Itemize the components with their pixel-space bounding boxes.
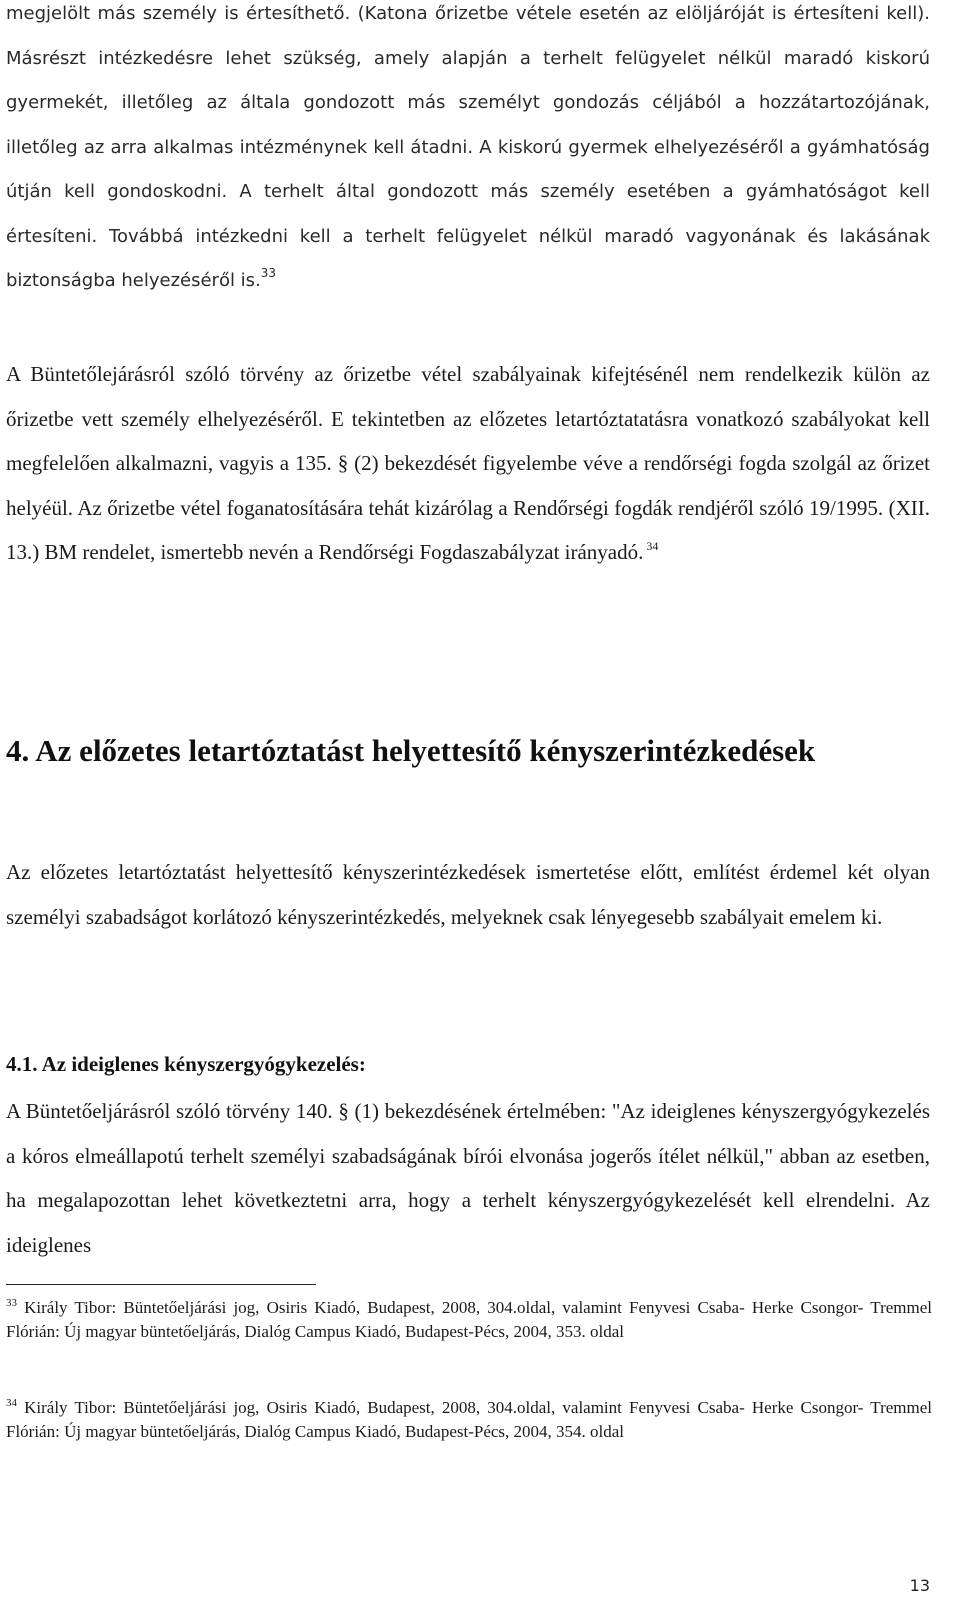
footnote-33: [6, 1296, 932, 1344]
footnote-number: 33: [6, 1297, 17, 1309]
page-number: 13: [909, 1576, 930, 1595]
footnote-reference: 33: [260, 266, 277, 280]
footnote-34: [6, 1396, 932, 1444]
footnote-reference: 34: [643, 539, 659, 553]
paragraph-text: A Büntetőlejárásról szóló törvény az őrizetbe vétel szabályainak kifejtésénél nem rendelkezik külön az őrizetbe vett személy elhelyezéséről. E tekintetben az előzetes letartóztatatásra vonatkozó szabályokat kell megfelelően alkalmazni, vagyis a 135. § (2) bekezdését figyelembe véve a rendőrségi fogda szolgál az őrizet helyéül. Az őrizetbe vétel foganatosítására tehát kizárólag a Rendőrségi fogdák rendjéről szóló 19/1995. (XII. 13.) BM rendelet, ismertebb nevén a Rendőrségi Fogdaszabályzat irányadó.: [6, 362, 930, 564]
footnote-number: 34: [6, 1397, 17, 1409]
subsection-heading: 4.1. Az ideiglenes kényszergyógykezelés:: [6, 1052, 366, 1076]
body-paragraph-4: A Büntetőeljárásról szóló törvény 140. § (1) bekezdésének értelmében: "Az ideiglenes kényszergyógykezelés a kóros elmeállapotú terhelt személyi szabadságának bírói elvonása jogerős ítélet nélkül," abban az esetben, ha megalapozottan lehet következtetni arra, hogy a terhelt kényszergyógykezelését kell elrendelni. Az ideiglenes: [6, 1099, 930, 1257]
paragraph-text: megjelölt más személy is értesíthető. (Katona őrizetbe vétele esetén az elöljáróját is értesíteni kell). Másrészt intézkedésre lehet szükség, amely alapján a terhelt felügyelet nélkül maradó kiskorú gyermekét, illetőleg az általa gondozott más személyt gondozás céljából a hozzátartozójának, illetőleg az arra alkalmas intézménynek kell átadni. A kiskorú gyermek elhelyezéséről a gyámhatóság útján kell gondoskodni. A terhelt által gondozott más személy esetében a gyámhatóságot kell értesíteni. Továbbá intézkedni kell a terhelt felügyelet nélkül maradó vagyonának és lakásának biztonságba helyezéséről is.: [6, 3, 930, 291]
footnote-separator: [6, 1284, 316, 1285]
body-paragraph-3: Az előzetes letartóztatást helyettesítő kényszerintézkedések ismertetése előtt, említést érdemel két olyan személyi szabadságot korlátozó kényszerintézkedés, melyeknek csak lényegesebb szabályait emelem ki.: [6, 860, 930, 929]
section-heading: 4. Az előzetes letartóztatást helyettesítő kényszerintézkedések: [6, 733, 816, 768]
footnote-text: Király Tibor: Büntetőeljárási jog, Osiris Kiadó, Budapest, 2008, 304.oldal, valamint Fenyvesi Csaba- Herke Csongor- Tremmel Flórián: Új magyar büntetőeljárás, Dialóg Campus Kiadó, Budapest-Pécs, 2004, 354. oldal: [6, 1398, 932, 1441]
body-paragraph-2: [6, 352, 930, 575]
body-paragraph-1: [6, 0, 930, 304]
footnote-text: Király Tibor: Büntetőeljárási jog, Osiris Kiadó, Budapest, 2008, 304.oldal, valamint Fenyvesi Csaba- Herke Csongor- Tremmel Flórián: Új magyar büntetőeljárás, Dialóg Campus Kiadó, Budapest-Pécs, 2004, 353. oldal: [6, 1298, 932, 1341]
